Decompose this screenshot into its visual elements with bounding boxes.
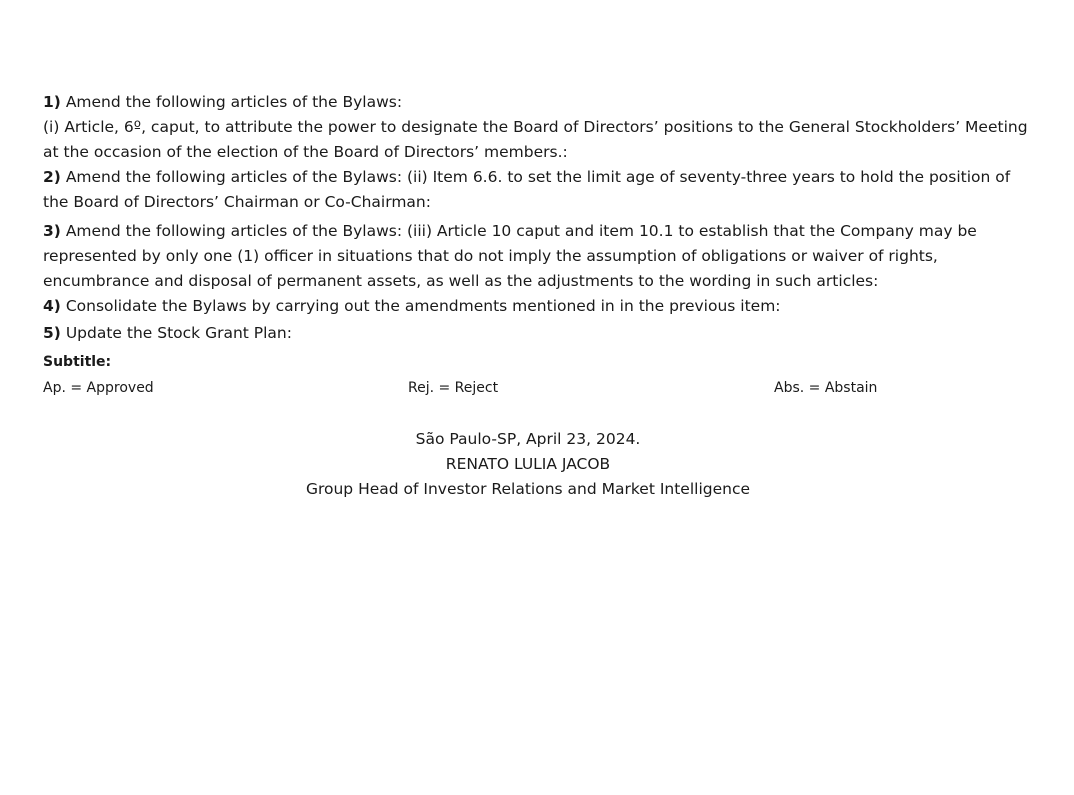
item-text: Consolidate the Bylaws by carrying out the amendments mentioned in in the previous item: [65, 297, 781, 315]
item-number: 3) [43, 222, 61, 240]
signature-title: Group Head of Investor Relations and Market Intelligence [305, 480, 751, 498]
signature-name: RENATO LULIA JACOB [445, 455, 611, 473]
item-number: 1) [43, 93, 61, 111]
agenda-item-1-subitem [43, 115, 1028, 165]
item-text: (i) Article, 6º, caput, to attribute the power to designate the Board of Directors’ positions to the General Stockholders’ Meeting at the occasion of the election of the Board of Directors’ members.: [43, 118, 1028, 161]
legend-approved: Ap. = Approved [43, 380, 154, 396]
legend-reject: Rej. = Reject [408, 380, 499, 396]
legend-title: Subtitle: [43, 354, 112, 370]
legend-abstain: Abs. = Abstain [774, 380, 878, 396]
item-number: 5) [43, 324, 61, 342]
item-text: Amend the following articles of the Bylaws: (iii) Article 10 caput and item 10.1 to establish that the Company may be represented by only one (1) officer in situations that do not imply the assumption of obligations or waiver of rights, encumbrance and disposal of permanent assets, as well as the adjustments to the wording in such articles: [43, 222, 977, 290]
item-text: Update the Stock Grant Plan: [65, 324, 292, 342]
item-number: 2) [43, 168, 61, 186]
agenda-item-3 [43, 219, 1028, 294]
item-text: Amend the following articles of the Bylaws: (ii) Item 6.6. to set the limit age of seventy-three years to hold the position of the Board of Directors’ Chairman or Co-Chairman: [43, 168, 1011, 211]
signature-block [0, 427, 1056, 502]
signature-place-date: São Paulo-SP, April 23, 2024. [415, 430, 641, 448]
agenda-item-4 [43, 294, 1028, 319]
agenda-item-1 [43, 90, 1028, 115]
agenda-item-5 [43, 321, 1028, 346]
agenda-item-2 [43, 165, 1028, 215]
item-text: Amend the following articles of the Bylaws: [65, 93, 403, 111]
agenda-items [43, 90, 1028, 346]
item-number: 4) [43, 297, 61, 315]
